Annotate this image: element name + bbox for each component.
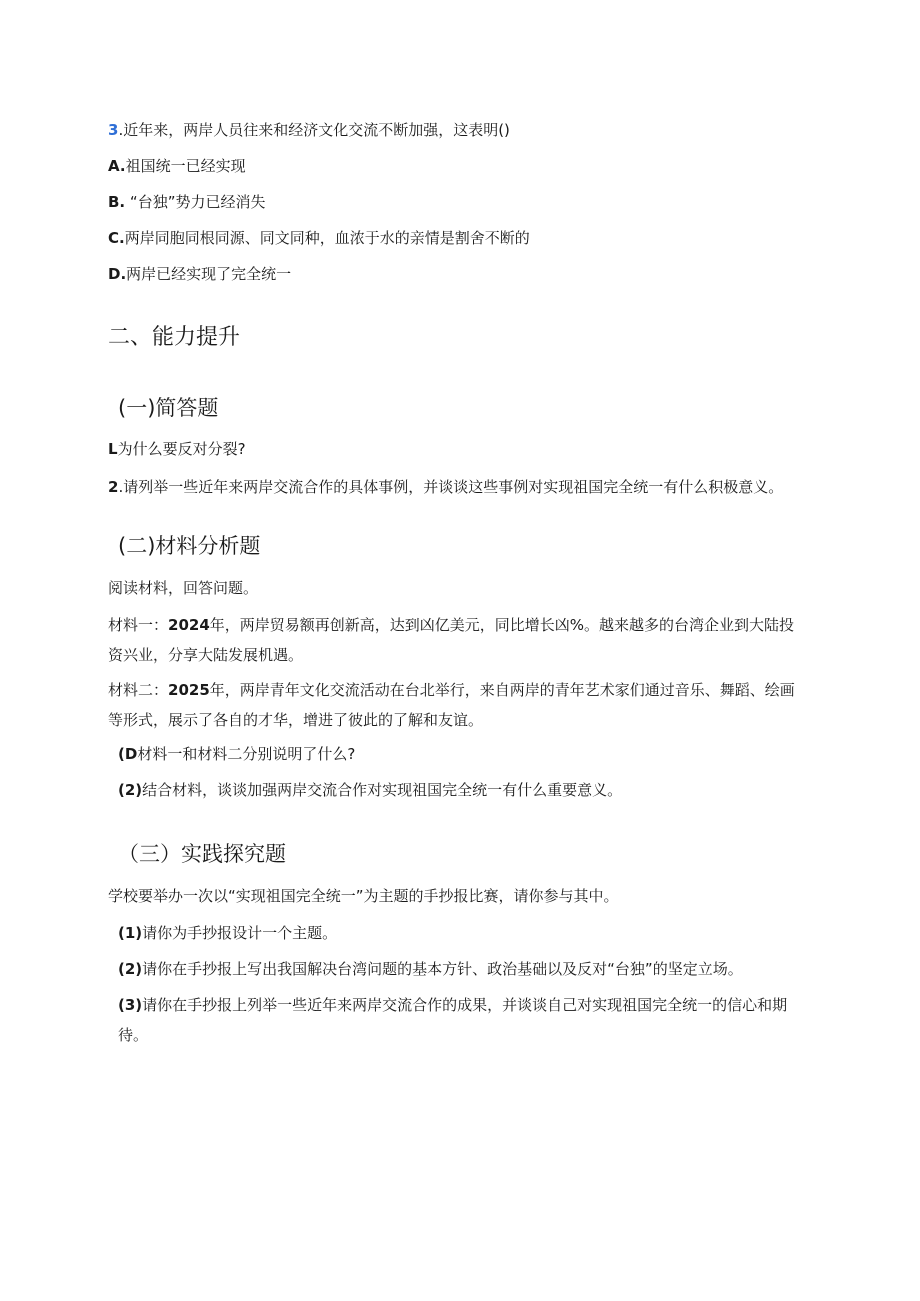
option-text: 两岸已经实现了完全统一 — [126, 265, 292, 283]
material-q1 — [118, 743, 355, 765]
material-label: 材料二： — [108, 681, 169, 699]
question-text: .近年来，两岸人员往来和经济文化交流不断加强，这表明() — [118, 121, 510, 139]
question-number: 2 — [108, 478, 119, 496]
material-label: 材料一： — [108, 616, 169, 634]
practice-q2 — [118, 958, 743, 980]
material-intro: 阅读材料，回答问题。 — [108, 579, 259, 597]
option-text: 两岸同胞同根同源、同文同种，血浓于水的亲情是割舍不断的 — [124, 229, 530, 247]
option-a — [108, 155, 246, 177]
question-number: (2) — [118, 781, 143, 799]
option-d — [108, 263, 291, 285]
question-number: (3) — [118, 996, 143, 1014]
option-b — [108, 191, 265, 213]
short-answer-q1 — [108, 438, 246, 460]
question-number: (1) — [118, 924, 143, 942]
material-year: 2025 — [168, 681, 210, 699]
question-number: (2) — [118, 960, 143, 978]
question-number: L — [108, 440, 118, 458]
material-text: 年，两岸青年文化交流活动在台北举行，来自两岸的青年艺术家们通过音乐、舞蹈、绘画等形式，展示了各自的才华，增进了彼此的了解和友谊。 — [108, 681, 795, 729]
practice-q1 — [118, 922, 337, 944]
option-letter: C. — [108, 229, 125, 247]
material-year: 2024 — [168, 616, 210, 634]
part-title-material-analysis: (二)材料分析题 — [118, 534, 261, 558]
option-text: “台独”势力已经消失 — [129, 193, 266, 211]
question-text: 请你在手抄报上写出我国解决台湾问题的基本方针、政治基础以及反对“台独”的坚定立场。 — [142, 960, 743, 978]
question-text: .请列举一些近年来两岸交流合作的具体事例，并谈谈这些事例对实现祖国完全统一有什么积极意义。 — [118, 478, 784, 496]
option-text: 祖国统一已经实现 — [125, 157, 246, 175]
material-q2 — [118, 779, 622, 801]
option-letter: B. — [108, 193, 126, 211]
material-text: 年，两岸贸易额再创新高，达到凶亿美元，同比增长凶%。越来越多的台湾企业到大陆投资兴业，分享大陆发展机遇。 — [108, 616, 795, 664]
question-text: 请你在手抄报上列举一些近年来两岸交流合作的成果，并谈谈自己对实现祖国完全统一的信心和期待。 — [118, 996, 788, 1044]
practice-intro: 学校要举办一次以“实现祖国完全统一”为主题的手抄报比赛，请你参与其中。 — [108, 887, 619, 905]
option-letter: D. — [108, 265, 127, 283]
part-title-short-answer: (一)简答题 — [118, 396, 219, 420]
question-text: 请你为手抄报设计一个主题。 — [142, 924, 338, 942]
question-number: 3 — [108, 121, 119, 139]
part-title-practice: （三）实践探究题 — [118, 842, 286, 866]
question-number: (D — [118, 745, 138, 763]
short-answer-q2 — [108, 476, 783, 498]
practice-q3 — [118, 990, 808, 1050]
section-title-ability: 二、能力提升 — [108, 325, 241, 350]
question-text: 结合材料，谈谈加强两岸交流合作对实现祖国完全统一有什么重要意义。 — [142, 781, 623, 799]
material-two — [108, 675, 808, 735]
option-letter: A. — [108, 157, 126, 175]
option-c — [108, 227, 530, 249]
question-text: 为什么要反对分裂? — [117, 440, 246, 458]
material-one — [108, 610, 808, 670]
question-text: 材料一和材料二分别说明了什么? — [137, 745, 356, 763]
question-3-stem — [108, 119, 510, 141]
